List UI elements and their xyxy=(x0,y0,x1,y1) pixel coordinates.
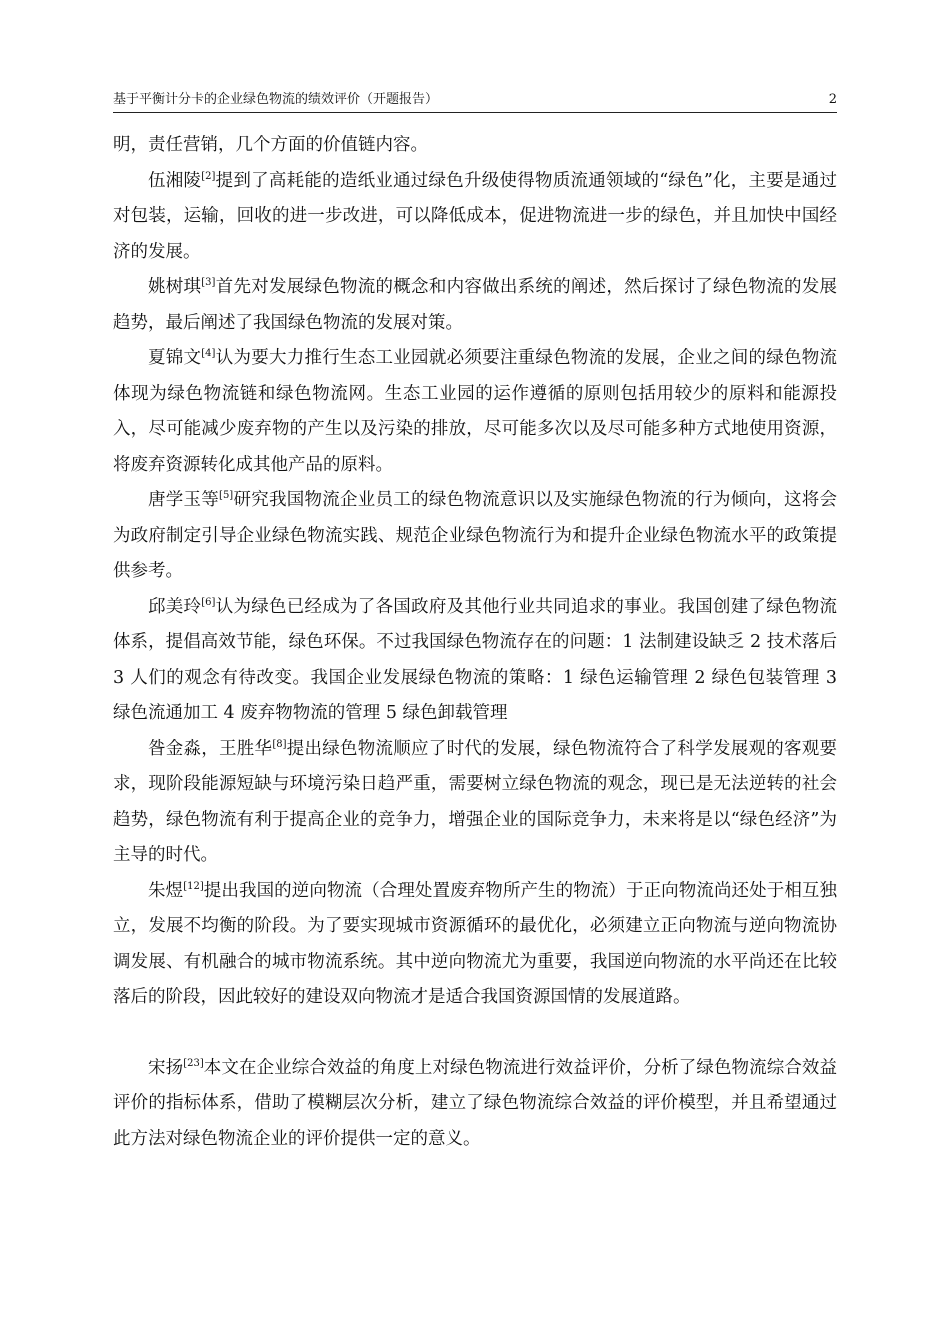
paragraph-author: 朱煜 xyxy=(148,880,184,901)
paragraph-wu-xiangling xyxy=(113,164,837,271)
paragraph-text: 认为要大力推行生态工业园就必须要注重绿色物流的发展，企业之间的绿色物流体现为绿色物流链和绿色物流网。生态工业园的运作遵循的原则包括用较少的原料和能源投入，尽可能减少废弃物的产生以及污染的排放，尽可能多次以及尽可能多种方式地使用资源，将废弃资源转化成其他产品的原料。 xyxy=(113,348,838,475)
paragraph-author: 昝金淼，王胜华 xyxy=(148,738,273,759)
paragraph-yao-shuqi xyxy=(113,270,837,341)
citation-ref: [5] xyxy=(219,490,234,501)
page-number: 2 xyxy=(828,92,837,107)
paragraph-author: 伍湘陵 xyxy=(148,170,202,191)
paragraph-text: 首先对发展绿色物流的概念和内容做出系统的阐述，然后探讨了绿色物流的发展趋势，最后阐述了我国绿色物流的发展对策。 xyxy=(113,277,838,333)
paragraph-song-yang xyxy=(113,1051,837,1158)
citation-ref: [8] xyxy=(272,738,287,750)
citation-ref: [3] xyxy=(201,277,216,288)
paragraph-author: 宋扬 xyxy=(148,1057,184,1078)
paragraph-author: 邱美玲 xyxy=(148,596,202,617)
citation-ref: [4] xyxy=(201,348,216,359)
citation-ref: [23] xyxy=(183,1057,204,1069)
paragraph-author: 姚树琪 xyxy=(148,277,202,297)
citation-ref: [6] xyxy=(201,596,216,608)
paragraph-text: 提到了高耗能的造纸业通过绿色升级使得物质流通领域的“绿色”化，主要是通过对包装，运输，回收的进一步改进，可以降低成本，促进物流进一步的绿色，并且加快中国经济的发展。 xyxy=(113,170,838,262)
paragraph-zan-jinmiao xyxy=(113,732,837,874)
paragraph-text: 本文在企业综合效益的角度上对绿色物流进行效益评价，分析了绿色物流综合效益评价的指标体系，借助了模糊层次分析，建立了绿色物流综合效益的评价模型，并且希望通过此方法对绿色物流企业的评价提供一定的意义。 xyxy=(113,1057,838,1149)
paragraph-author: 唐学玉等 xyxy=(148,490,220,510)
header-title: 基于平衡计分卡的企业绿色物流的绩效评价（开题报告） xyxy=(113,92,439,107)
paragraph-tang-xueyu xyxy=(113,483,837,590)
page-header xyxy=(113,90,837,113)
paragraph-text: 明，责任营销，几个方面的价值链内容。 xyxy=(113,135,428,155)
citation-ref: [2] xyxy=(201,170,216,182)
blank-line xyxy=(113,1016,837,1051)
paragraph-text: 认为绿色已经成为了各国政府及其他行业共同追求的事业。我国创建了绿色物流体系，提倡高效节能，绿色环保。不过我国绿色物流存在的问题：1 法制建设缺乏 2 技术落后 3 人们的观念有待改变。我国企业发展绿色物流的策略：1 绿色运输管理 2 绿色包装管理 3 绿色流通加工 4 废弃物物流的管理 5 绿色卸载管理 xyxy=(113,596,838,723)
paragraph-zhu-yu xyxy=(113,874,837,1016)
paragraph-continuation xyxy=(113,128,837,164)
paragraph-xia-jinwen xyxy=(113,341,837,483)
citation-ref: [12] xyxy=(183,880,204,892)
paragraph-text: 提出我国的逆向物流（合理处置废弃物所产生的物流）于正向物流尚还处于相互独立，发展不均衡的阶段。为了要实现城市资源循环的最优化，必须建立正向物流与逆向物流协调发展、有机融合的城市物流系统。其中逆向物流尤为重要，我国逆向物流的水平尚还在比较落后的阶段，因此较好的建设双向物流才是适合我国资源国情的发展道路。 xyxy=(113,880,838,1007)
paragraph-text: 研究我国物流企业员工的绿色物流意识以及实施绿色物流的行为倾向，这将会为政府制定引导企业绿色物流实践、规范企业绿色物流行为和提升企业绿色物流水平的政策提供参考。 xyxy=(113,490,838,581)
paragraph-author: 夏锦文 xyxy=(148,348,202,368)
paragraph-qiu-meiling xyxy=(113,590,837,732)
document-body xyxy=(113,128,837,1157)
paragraph-text: 提出绿色物流顺应了时代的发展，绿色物流符合了科学发展观的客观要求，现阶段能源短缺与环境污染日趋严重，需要树立绿色物流的观念，现已是无法逆转的社会趋势，绿色物流有利于提高企业的竞争力，增强企业的国际竞争力，未来将是以“绿色经济”为主导的时代。 xyxy=(113,738,837,865)
